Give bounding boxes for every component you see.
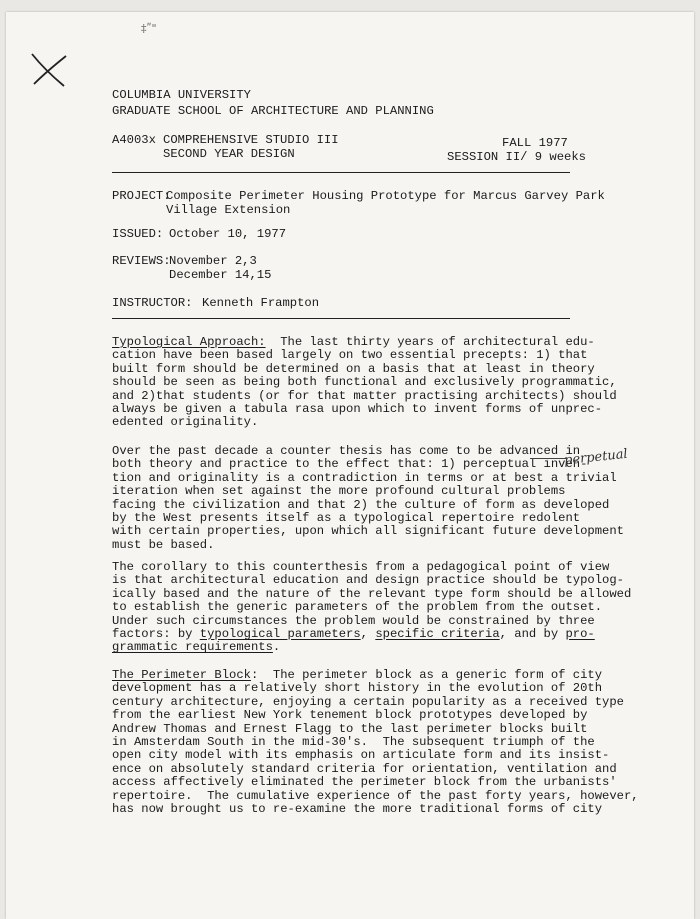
perimeter-heading: The Perimeter Block [112, 668, 251, 682]
reviews-label: REVIEWS: [112, 254, 171, 268]
review-dates-1: November 2,3 [169, 254, 257, 268]
review-dates-2: December 14,15 [169, 268, 272, 282]
corollary-paragraph [112, 561, 631, 655]
term: FALL 1977 [502, 136, 568, 150]
document-page [6, 12, 694, 919]
typological-text: The last thirty years of architectural edu- cation have been based largely on two essential precepts: 1) that built form should be determined on a basis that at least in theory should be seen as being both functional and exclusively programmatic, and 2)that students (or for that matter practising architects) should always be given a tabula rasa upon which to invent forms of unprec- edented originality. [112, 335, 617, 430]
handwritten-strike [530, 458, 566, 459]
corollary-sep-2: , and by [499, 627, 566, 642]
handwritten-x-mark [26, 50, 70, 90]
programmatic-requirements-start: pro- [565, 627, 595, 642]
course-subtitle: SECOND YEAR DESIGN [163, 147, 295, 161]
specific-criteria: specific criteria [375, 627, 500, 642]
project-title-cont: Village Extension [166, 203, 291, 217]
typological-paragraph [112, 336, 617, 430]
handwritten-note: perpetual [563, 446, 629, 469]
university-name: COLUMBIA UNIVERSITY [112, 88, 251, 102]
instructor-label: INSTRUCTOR: [112, 296, 193, 310]
project-label: PROJECT: [112, 189, 171, 203]
typological-heading: Typological Approach: [112, 335, 266, 349]
corner-scribble: ‡ʺ" [141, 22, 157, 35]
info-rule [112, 318, 570, 319]
perimeter-text: The perimeter block as a generic form of city development has a relatively short history in the evolution of 20th century architecture, enjoying a certain popularity as a received type from the earliest New York tenement block prototypes developed by Andrew Thomas and Ernest Flagg to the last perimeter blocks built in Amsterdam South in the mid-30's. The subsequent triumph of the open city model with its emphasis on articulate form and its insist- ence on absolutely standard criteria for orientation, ventilation and access affectively eliminated the perimeter block from the urbanists' repertoire. The cumulative experience of the past forty years, however, has now brought us to re-examine the more traditional forms of city [112, 668, 639, 817]
course-code: A4003x [112, 133, 156, 147]
issued-date: October 10, 1977 [169, 227, 287, 241]
header-rule [112, 172, 570, 173]
perimeter-block-paragraph [112, 669, 639, 816]
typological-parameters: typological parameters [199, 627, 361, 642]
counter-thesis-paragraph: Over the past decade a counter thesis has come to be advanced in both theory and practice to the effect that: 1) perceptual inven- tion and originality is a contradiction in terms or at best a trivial iteration when set against the more profound cultural problems facing the civilization and that 2) the culture of form as developed by the West presents itself as a typological repertoire redolent with certain properties, upon which all significant future development must be based. [112, 444, 624, 552]
corollary-text: The corollary to this counterthesis from a pedagogical point of view is that architectural education and design practice should be typolog- ically based and the nature of the relevant type form should be allowed to establish the generic parameters of the problem from the outset. Under such circumstances the problem would be constrained by three factors: by [112, 560, 632, 642]
corollary-sep-1: , [360, 627, 376, 642]
perimeter-colon: : [250, 668, 259, 682]
school-name: GRADUATE SCHOOL OF ARCHITECTURE AND PLANNING [112, 104, 434, 118]
instructor-name: Kenneth Frampton [202, 296, 320, 310]
issued-label: ISSUED: [112, 227, 164, 241]
project-title: Composite Perimeter Housing Prototype for Marcus Garvey Park [166, 189, 605, 203]
programmatic-requirements: grammatic requirements [112, 640, 273, 655]
course-title: COMPREHENSIVE STUDIO III [163, 133, 339, 147]
corollary-end: . [272, 640, 281, 655]
session: SESSION II/ 9 weeks [447, 150, 586, 164]
